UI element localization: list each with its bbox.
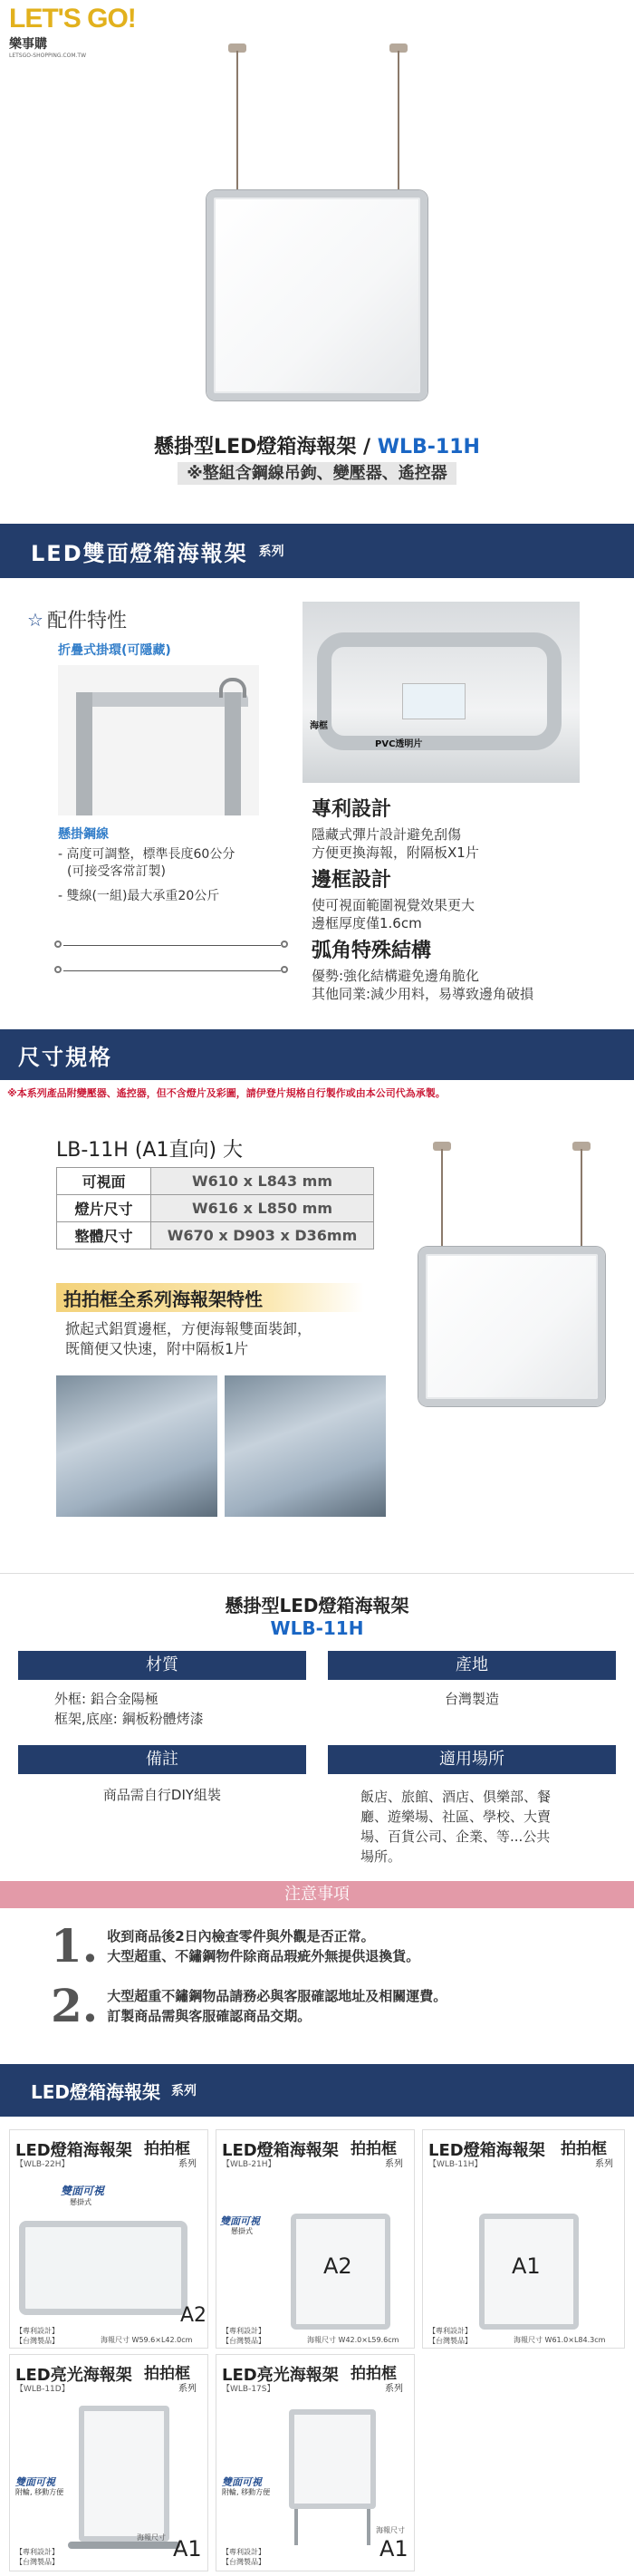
material-value: 外框: 鋁合金陽極 框架,底座: 鋼板粉體烤漆 xyxy=(54,1691,204,1727)
product-size: A1 xyxy=(379,2536,408,2562)
card-footer: 【專利設計】 【台灣製品】 xyxy=(15,2327,59,2345)
product-card-wlb-17s[interactable] xyxy=(216,2354,415,2571)
product-card-wlb-11h[interactable] xyxy=(422,2129,625,2349)
card-footer: 【專利設計】 【台灣製品】 xyxy=(15,2548,59,2566)
snap-description: 掀起式鋁質邊框，方便海報雙面裝卸， 既簡便又快速，附中隔板1片 xyxy=(65,1320,312,1357)
product-name: LED燈箱海報架 xyxy=(15,2141,132,2160)
product-size: A1 xyxy=(173,2536,202,2562)
product-model: 【WLB-21H】 xyxy=(222,2160,276,2169)
wire-title: 懸掛鋼線 xyxy=(58,827,109,842)
feature-frame: 邊框設計 使可視面範圍視覺效果更大 邊框厚度僅1.6cm xyxy=(312,869,476,931)
product-tag: 拍拍框 xyxy=(561,2140,607,2158)
product-face2: 懸掛式 xyxy=(70,2198,91,2206)
hero-note-wrap xyxy=(0,460,634,484)
product-size: A1 xyxy=(512,2253,541,2279)
product-dim: 海報尺寸 W59.6×L42.0cm xyxy=(101,2336,193,2344)
product-tag: 拍拍框 xyxy=(144,2140,190,2158)
product-tag: 拍拍框 xyxy=(351,2365,397,2383)
snap-photo-2 xyxy=(225,1375,386,1517)
section-title: LED雙面燈箱海報架 xyxy=(31,540,248,566)
product-image xyxy=(19,2221,187,2315)
spec-table xyxy=(56,1167,374,1249)
stand-pole xyxy=(367,2509,370,2545)
product-name: LED燈箱海報架 xyxy=(428,2141,545,2160)
product-face: 雙面可視 xyxy=(222,2476,262,2488)
snap-photo-1 xyxy=(56,1375,217,1517)
section-bar-led-series xyxy=(0,2064,634,2117)
product-card-wlb-21h[interactable] xyxy=(216,2129,415,2349)
section-bar-specs xyxy=(0,1029,634,1080)
corner-detail-image xyxy=(303,602,580,783)
notice-item-2: 2. 大型超重不鏽鋼物品請務必與客服確認地址及相關運費。 訂製商品需與客服確認商品交期。 xyxy=(51,1979,447,2032)
remark-label: 備註 xyxy=(18,1745,306,1774)
feature-corner: 弧角特殊結構 優勢:強化結構避免邊角脆化 其他同業:減少用料，易導致邊角破損 xyxy=(312,940,534,1002)
card-footer: 【專利設計】 【台灣製品】 xyxy=(428,2327,472,2345)
product-name: LED亮光海報架 xyxy=(15,2366,132,2385)
feature-patent: 專利設計 隱藏式彈片設計避免刮傷 方便更換海報，附隔板X1片 xyxy=(312,798,479,861)
product-face2: 附輪, 移動方便 xyxy=(15,2488,64,2496)
product-dim: 海報尺寸 xyxy=(137,2533,166,2542)
remark-value: 商品需自行DIY組裝 xyxy=(102,1787,222,1803)
place-label: 適用場所 xyxy=(328,1745,616,1774)
product-tag-series: 系列 xyxy=(595,2159,613,2169)
spec-model-title: LB-11H (A1直向) 大 xyxy=(56,1139,244,1162)
snap-title-bar: 拍拍框全系列海報架特性 xyxy=(56,1283,364,1312)
wire-cable-image xyxy=(54,924,290,988)
table-row: 燈片尺寸 W616 x L850 mm xyxy=(57,1195,374,1222)
logo-chinese: 樂事購 xyxy=(9,37,47,52)
product-tag-series: 系列 xyxy=(178,2384,197,2394)
notice-item-1: 1. 收到商品後2日內檢查零件與外觀是否正常。 大型超重、不鏽鋼物件除商品瑕疵外無提供退換貨。 xyxy=(51,1919,420,1973)
origin-label: 產地 xyxy=(328,1651,616,1680)
wire-spec: - 高度可調整，標準長度60公分 (可接受客常訂製) - 雙線(一組)最大承重20公斤 xyxy=(58,847,235,903)
product-dim: 海報尺寸 xyxy=(376,2526,405,2534)
product-dim: 海報尺寸 W42.0×L59.6cm xyxy=(307,2336,399,2344)
frame-label: 海框 xyxy=(310,721,328,731)
stand-pole xyxy=(294,2509,298,2545)
section-suffix: 系列 xyxy=(258,545,284,559)
place-value: 飯店、旅館、酒店、俱樂部、餐 廳、遊樂場、社區、學校、大賣 場、百貨公司、企業、等...公共 場所。 xyxy=(360,1789,552,1865)
hero-model: WLB-11H xyxy=(377,436,480,458)
fold-hook-image xyxy=(58,665,259,815)
section-title: LED燈箱海報架 xyxy=(31,2080,161,2103)
product-face: 雙面可視 xyxy=(220,2215,260,2227)
accessory-heading: ☆ 配件特性 xyxy=(27,608,127,632)
product-image xyxy=(79,2406,169,2542)
product-model: 【WLB-17S】 xyxy=(222,2385,275,2394)
product-tag-series: 系列 xyxy=(178,2159,197,2169)
product-face2: 懸掛式 xyxy=(231,2227,253,2235)
table-row: 整體尺寸 W670 x D903 x D36mm xyxy=(57,1222,374,1249)
product-image xyxy=(289,2409,376,2509)
pvc-label: PVC透明片 xyxy=(375,739,423,749)
notice-title-bar: 注意事項 xyxy=(0,1881,634,1908)
product-face: 雙面可視 xyxy=(61,2185,105,2197)
card-footer: 【專利設計】 【台灣製品】 xyxy=(222,2327,265,2345)
logo-wordmark: LET'S GO! xyxy=(9,4,136,34)
card-footer: 【專利設計】 【台灣製品】 xyxy=(222,2548,265,2566)
product-size: A2 xyxy=(180,2304,207,2327)
section-suffix: 系列 xyxy=(171,2084,197,2098)
product-dim: 海報尺寸 W61.0×L84.3cm xyxy=(514,2336,606,2344)
fold-hook-label: 折疊式掛環(可隱藏) xyxy=(58,643,171,658)
divider xyxy=(0,1573,634,1574)
star-icon: ☆ xyxy=(27,608,43,631)
info-title: 懸掛型LED燈箱海報架 WLB-11H xyxy=(225,1595,409,1639)
product-tag: 拍拍框 xyxy=(351,2140,397,2158)
product-name: LED亮光海報架 xyxy=(222,2366,339,2385)
hero-product-image xyxy=(0,0,634,417)
origin-value: 台灣製造 xyxy=(444,1691,499,1707)
section-bar-led-double xyxy=(0,524,634,578)
spec-notice: ※本系列產品附變壓器、遙控器，但不含燈片及彩圖，請伊登片規格自行製作或由本公司代為承製。 xyxy=(7,1087,446,1099)
product-tag: 拍拍框 xyxy=(144,2365,190,2383)
product-card-wlb-11d[interactable] xyxy=(9,2354,208,2571)
material-label: 材質 xyxy=(18,1651,306,1680)
product-model: 【WLB-11H】 xyxy=(428,2160,483,2169)
section-title: 尺寸規格 xyxy=(18,1044,112,1070)
table-row: 可視面 W610 x L843 mm xyxy=(57,1168,374,1195)
stand-base xyxy=(68,2542,180,2549)
product-name: LED燈箱海報架 xyxy=(222,2141,339,2160)
product-tag-series: 系列 xyxy=(385,2159,403,2169)
product-size: A2 xyxy=(323,2253,352,2279)
hero-title: 懸掛型LED燈箱海報架 / WLB-11H xyxy=(154,436,480,458)
product-face: 雙面可視 xyxy=(15,2476,55,2488)
product-card-wlb-22h[interactable] xyxy=(9,2129,208,2349)
spec-product-image xyxy=(399,1105,625,1432)
product-tag-series: 系列 xyxy=(385,2384,403,2394)
hero-note: ※整組含鋼線吊鉤、變壓器、遙控器 xyxy=(178,462,456,485)
product-model: 【WLB-22H】 xyxy=(15,2160,70,2169)
product-face2: 附輪, 移動方便 xyxy=(222,2488,271,2496)
product-model: 【WLB-11D】 xyxy=(15,2385,70,2394)
logo-tagline: LETSGO-SHOPPING.COM.TW xyxy=(9,53,86,59)
